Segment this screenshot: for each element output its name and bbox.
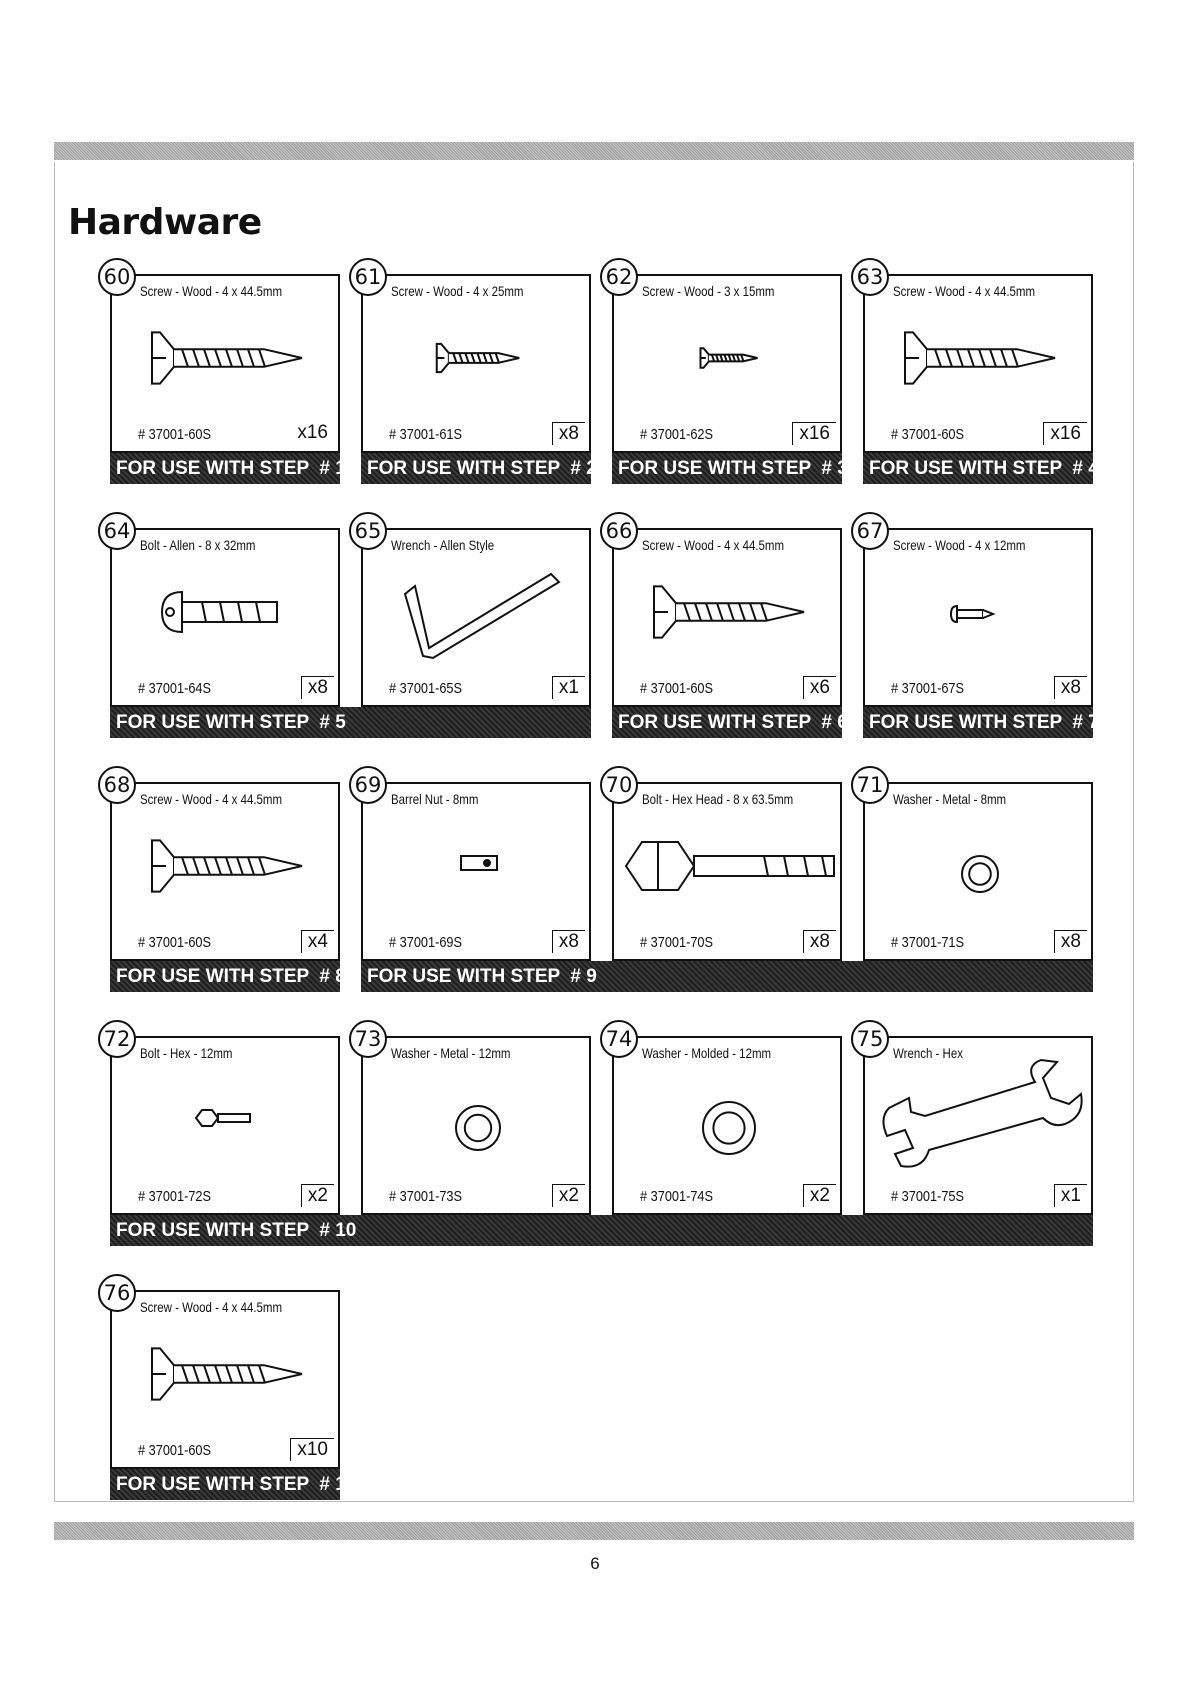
- barrel-nut-drawing: [461, 856, 497, 870]
- part-number: # 37001-64S: [138, 680, 212, 697]
- item-number: 62: [600, 258, 638, 296]
- item-number: 73: [349, 1020, 387, 1058]
- item-frame: [863, 274, 1093, 453]
- washer-drawing: [962, 856, 998, 892]
- quantity-badge: x8: [301, 676, 334, 699]
- item-number: 65: [349, 512, 387, 550]
- small-hex-bolt-drawing: [196, 1110, 250, 1126]
- screw-drawing: [152, 1348, 302, 1399]
- quantity-badge: x2: [803, 1184, 836, 1207]
- top-band: [54, 142, 1134, 160]
- part-number: # 37001-74S: [640, 1188, 714, 1205]
- part-number: # 37001-69S: [389, 934, 463, 951]
- step-bar: FOR USE WITH STEP # 3: [612, 453, 842, 484]
- washer-drawing: [456, 1106, 500, 1150]
- item-description: Screw - Wood - 4 x 44.5mm: [140, 791, 283, 807]
- item-number: 75: [851, 1020, 889, 1058]
- item-number: 60: [98, 258, 136, 296]
- part-number: # 37001-65S: [389, 680, 463, 697]
- item-description: Wrench - Allen Style: [391, 537, 495, 553]
- step-bar: FOR USE WITH STEP # 7: [863, 707, 1093, 738]
- item-frame: [863, 528, 1093, 707]
- item-frame: [863, 782, 1093, 961]
- item-description: Bolt - Hex - 12mm: [140, 1045, 233, 1061]
- screw-drawing: [152, 840, 302, 891]
- quantity-badge: x16: [297, 422, 328, 443]
- step-bar: FOR USE WITH STEP # 2: [361, 453, 591, 484]
- item-number: 67: [851, 512, 889, 550]
- step-bar: FOR USE WITH STEP # 1: [110, 453, 340, 484]
- step-bar: FOR USE WITH STEP # 4: [863, 453, 1093, 484]
- item-frame: [361, 528, 591, 707]
- item-description: Barrel Nut - 8mm: [391, 791, 479, 807]
- part-number: # 37001-60S: [138, 426, 212, 443]
- quantity-badge: x1: [552, 676, 585, 699]
- item-number: 76: [98, 1274, 136, 1312]
- item-description: Screw - Wood - 3 x 15mm: [642, 283, 775, 299]
- part-number: # 37001-67S: [891, 680, 965, 697]
- item-frame: [110, 274, 340, 453]
- item-frame: [110, 1036, 340, 1215]
- step-bar: FOR USE WITH STEP # 5: [110, 707, 591, 738]
- quantity-badge: x16: [792, 422, 836, 445]
- allen-bolt-drawing: [162, 592, 277, 632]
- item-description: Screw - Wood - 4 x 44.5mm: [140, 1299, 283, 1315]
- part-number: # 37001-62S: [640, 426, 714, 443]
- washer-drawing: [703, 1102, 755, 1154]
- item-frame: [612, 274, 842, 453]
- item-frame: [361, 274, 591, 453]
- item-number: 69: [349, 766, 387, 804]
- item-number: 64: [98, 512, 136, 550]
- item-frame: [361, 1036, 591, 1215]
- step-bar: FOR USE WITH STEP # 10: [110, 1215, 1093, 1246]
- item-number: 71: [851, 766, 889, 804]
- item-frame: [612, 528, 842, 707]
- allen-wrench-drawing: [405, 574, 559, 658]
- item-number: 72: [98, 1020, 136, 1058]
- part-number: # 37001-60S: [891, 426, 965, 443]
- part-number: # 37001-71S: [891, 934, 965, 951]
- screw-drawing: [654, 586, 804, 637]
- item-description: Bolt - Allen - 8 x 32mm: [140, 537, 256, 553]
- quantity-badge: x8: [1054, 930, 1087, 953]
- item-frame: [110, 782, 340, 961]
- part-number: # 37001-60S: [138, 934, 212, 951]
- step-bar: FOR USE WITH STEP # 12: [110, 1469, 340, 1500]
- item-description: Screw - Wood - 4 x 12mm: [893, 537, 1026, 553]
- item-frame: [612, 782, 842, 961]
- bottom-band: [54, 1522, 1134, 1540]
- item-frame: [110, 528, 340, 707]
- item-description: Washer - Metal - 8mm: [893, 791, 1007, 807]
- item-number: 61: [349, 258, 387, 296]
- page-number: 6: [590, 1554, 600, 1573]
- item-description: Washer - Metal - 12mm: [391, 1045, 511, 1061]
- quantity-badge: x8: [803, 930, 836, 953]
- item-description: Screw - Wood - 4 x 44.5mm: [642, 537, 785, 553]
- item-number: 63: [851, 258, 889, 296]
- item-number: 66: [600, 512, 638, 550]
- hex-bolt-drawing: [626, 842, 834, 890]
- hex-wrench-drawing: [883, 1060, 1081, 1167]
- pan-screw-drawing: [951, 606, 993, 622]
- part-number: # 37001-72S: [138, 1188, 212, 1205]
- screw-drawing: [437, 344, 520, 372]
- step-bar: FOR USE WITH STEP # 6: [612, 707, 842, 738]
- screw-drawing: [701, 348, 758, 367]
- page-title: Hardware: [68, 202, 262, 243]
- part-number: # 37001-75S: [891, 1188, 965, 1205]
- item-description: Wrench - Hex: [893, 1045, 963, 1061]
- quantity-badge: x4: [301, 930, 334, 953]
- part-number: # 37001-73S: [389, 1188, 463, 1205]
- item-frame: [110, 1290, 340, 1469]
- item-number: 74: [600, 1020, 638, 1058]
- part-number: # 37001-60S: [138, 1442, 212, 1459]
- screw-drawing: [152, 332, 302, 383]
- item-description: Bolt - Hex Head - 8 x 63.5mm: [642, 791, 794, 807]
- step-bar: FOR USE WITH STEP # 8: [110, 961, 340, 992]
- part-number: # 37001-60S: [640, 680, 714, 697]
- part-number: # 37001-70S: [640, 934, 714, 951]
- quantity-badge: x2: [301, 1184, 334, 1207]
- quantity-badge: x8: [552, 422, 585, 445]
- item-description: Screw - Wood - 4 x 44.5mm: [140, 283, 283, 299]
- quantity-badge: x1: [1054, 1184, 1087, 1207]
- quantity-badge: x16: [1043, 422, 1087, 445]
- item-description: Screw - Wood - 4 x 25mm: [391, 283, 524, 299]
- item-frame: [863, 1036, 1093, 1215]
- item-number: 70: [600, 766, 638, 804]
- item-frame: [361, 782, 591, 961]
- item-number: 68: [98, 766, 136, 804]
- item-description: Screw - Wood - 4 x 44.5mm: [893, 283, 1036, 299]
- quantity-badge: x2: [552, 1184, 585, 1207]
- item-frame: [612, 1036, 842, 1215]
- quantity-badge: x8: [552, 930, 585, 953]
- step-bar: FOR USE WITH STEP # 9: [361, 961, 1093, 992]
- item-description: Washer - Molded - 12mm: [642, 1045, 772, 1061]
- quantity-badge: x6: [803, 676, 836, 699]
- part-number: # 37001-61S: [389, 426, 463, 443]
- quantity-badge: x10: [290, 1438, 334, 1461]
- screw-drawing: [905, 332, 1055, 383]
- quantity-badge: x8: [1054, 676, 1087, 699]
